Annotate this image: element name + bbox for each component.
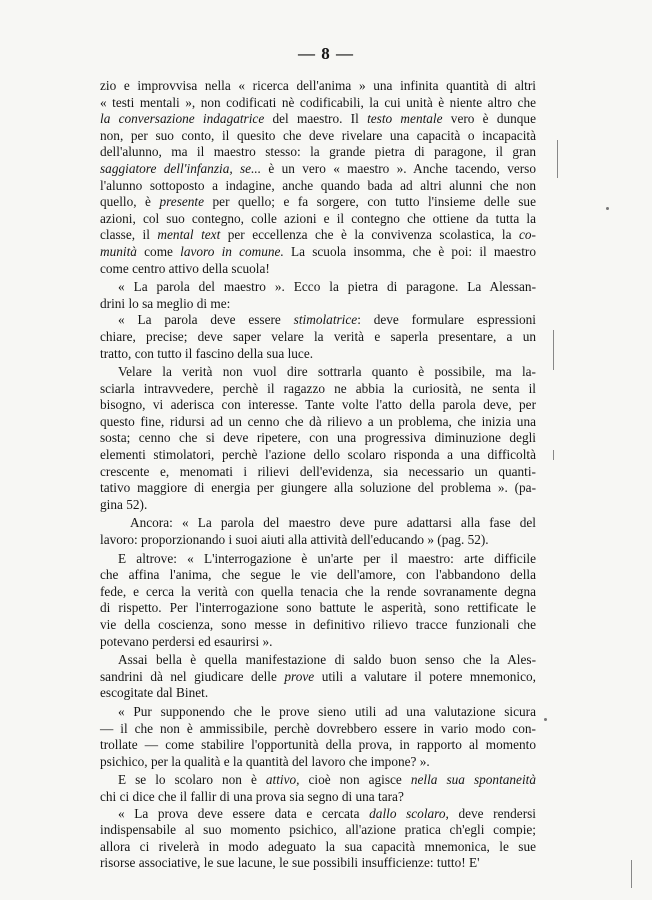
text-line — [100, 704, 536, 721]
text-line — [100, 806, 536, 823]
text-span: utili a valutare il potere mnemonico, — [314, 668, 537, 684]
text-line — [100, 617, 536, 634]
margin-mark — [553, 330, 554, 370]
text-span: chiare, precise; deve saper velare la verità e saperla presentare, a un — [100, 328, 536, 344]
text-span: per eccellenza che è la convivenza scolastica, la — [220, 227, 519, 243]
text-line — [100, 414, 536, 431]
italic-span: prove — [284, 668, 315, 684]
text-line — [100, 685, 536, 702]
text-line — [100, 244, 536, 261]
text-span: allora ci rivelerà in modo adeguato la sua capacità mnemonica, le sue — [100, 838, 536, 854]
text-span: del maestro. Il — [264, 111, 368, 127]
text-span: questo fine, ridursi ad un cenno che dà rilievo a un problema, che inizia una — [100, 413, 536, 429]
text-span: E se lo scolaro non è — [118, 772, 266, 788]
text-line — [100, 296, 536, 313]
text-line — [100, 634, 536, 651]
text-span: indispensabile al suo momento psichico, all'azione pratica ch'egli compie; — [100, 822, 536, 838]
text-line — [100, 669, 536, 686]
text-line — [100, 397, 536, 414]
text-span: sciarla intravvedere, perchè il ragazzo ne abbia la curiosità, ne senta il — [100, 380, 536, 396]
text-line — [100, 772, 536, 789]
text-line — [100, 839, 536, 856]
text-line — [100, 161, 536, 178]
text-line — [100, 515, 536, 532]
text-span: — il che non è ammissibile, perchè dovrebbero essere in vario modo con- — [100, 720, 536, 736]
italic-span: saggiatore dell'infanzia, se... — [100, 160, 262, 176]
margin-mark — [553, 450, 554, 460]
text-span: chi ci dice che il fallir di una prova sia segno di una tara? — [100, 788, 404, 804]
text-line — [100, 447, 536, 464]
page-number: — 8 — — [298, 44, 354, 63]
text-line — [100, 261, 536, 278]
text-line — [100, 464, 536, 481]
text-span: : deve formulare espressioni — [357, 312, 536, 328]
italic-span: lavoro in comune. — [180, 243, 284, 259]
text-line — [100, 211, 536, 228]
italic-span: attivo, — [265, 772, 300, 788]
text-span: Velare la verità non vuol dire sottrarla quanto è possibile, ma la- — [118, 364, 536, 380]
italic-span: mental text — [157, 227, 221, 243]
text-line — [100, 95, 536, 112]
text-line — [100, 128, 536, 145]
text-line — [100, 381, 536, 398]
text-line — [100, 721, 536, 738]
text-line — [100, 532, 536, 549]
text-line — [100, 584, 536, 601]
text-line — [100, 497, 536, 514]
text-span: azioni, col suo contegno, colle azioni e il contegno che ottiene da tutta la — [100, 210, 536, 226]
italic-span: testo mentale — [367, 111, 443, 127]
text-span: Ancora: « La parola del maestro deve pure adattarsi alla fase del — [130, 515, 536, 531]
text-span: bisogno, vi aderisca con interesse. Tante volte l'atto della parola deve, per — [100, 397, 536, 413]
text-span: classe, il — [100, 227, 158, 243]
text-span: « La parola deve essere — [118, 312, 294, 328]
text-span: non, per suo conto, il quesito che deve rivelare una capacità o incapacità — [100, 127, 536, 143]
italic-span: la conversazione indagatrice — [100, 111, 265, 127]
text-span: l'alunno sottoposto a indagine, anche quando bada ad altri alunni che non — [100, 177, 536, 193]
text-line — [100, 227, 536, 244]
body-text — [100, 78, 536, 872]
text-line — [100, 567, 536, 584]
text-span: vero è dunque — [442, 111, 536, 127]
text-line — [100, 111, 536, 128]
text-line — [100, 430, 536, 447]
text-span: E altrove: « L'interrogazione è un'arte per il maestro: arte difficile — [118, 550, 536, 566]
text-span: tativo maggiore di energia per giungere alla soluzione del problema ». (pa- — [100, 480, 536, 496]
text-span: risorse associative, le sue lacune, le sue possibili insufficienze: tutto! E' — [100, 855, 480, 871]
margin-mark — [557, 140, 558, 178]
text-line — [100, 178, 536, 195]
text-span: « testi mentali », non codificati nè codificabili, la cui unità è niente altro che — [100, 94, 536, 110]
text-span: come centro attivo della scuola! — [100, 260, 270, 276]
text-span: dell'alunno, ma il maestro stesso: la grande pietra di paragone, il gran — [100, 144, 536, 160]
text-span: sandrini dà nel giudicare delle — [100, 668, 285, 684]
text-line — [100, 855, 536, 872]
text-span: fede, e cerca la verità con quella tenacia che la rende sovranamente degna — [100, 583, 536, 599]
text-line — [100, 551, 536, 568]
text-line — [100, 312, 536, 329]
italic-span: stimolatrice — [293, 312, 358, 328]
text-line — [100, 652, 536, 669]
text-line — [100, 754, 536, 771]
text-span: crescente e, menomati i rilievi dell'evidenza, sia necessario un quanti- — [100, 463, 536, 479]
text-span: quello, è — [100, 194, 160, 210]
text-span: tratto, con tutto il fascino della sua luce. — [100, 345, 314, 361]
text-span: cioè non agisce — [299, 772, 411, 788]
text-span: drini lo sa meglio di me: — [100, 295, 231, 311]
text-span: zio e improvvisa nella « ricerca dell'anima » una infinita quantità di altri — [100, 78, 536, 93]
text-span: « Pur supponendo che le prove sieno utili ad una valutazione sicura — [118, 703, 536, 719]
italic-span: munità — [100, 243, 137, 259]
text-span: di rispetto. Per l'interrogazione sono battute le asperità, sono rettificate le — [100, 600, 536, 616]
text-span: come — [136, 243, 181, 259]
text-line — [100, 789, 536, 806]
text-span: deve rendersi — [448, 805, 537, 821]
text-line — [100, 600, 536, 617]
text-line — [100, 737, 536, 754]
text-span: Assai bella è quella manifestazione di saldo buon senso che la Ales- — [118, 652, 536, 668]
italic-span: presente — [159, 194, 205, 210]
text-line — [100, 364, 536, 381]
text-line — [100, 78, 536, 95]
text-span: potevano perdersi ed esaurirsi ». — [100, 633, 273, 649]
text-span: elementi stimolatori, perchè l'azione dello scolaro risponda a una difficoltà — [100, 447, 536, 463]
speck — [606, 207, 609, 210]
text-span: psichico, per la qualità e la quantità del lavoro che impone? ». — [100, 753, 430, 769]
text-span: sosta; cenno che si deve ripetere, con una progressiva diminuzione degli — [100, 430, 536, 446]
text-line — [100, 194, 536, 211]
italic-span: co- — [519, 227, 536, 243]
text-line — [100, 279, 536, 296]
margin-mark — [631, 860, 632, 888]
text-span: è un vero « maestro ». Anche tacendo, verso — [261, 160, 536, 176]
text-line — [100, 329, 536, 346]
text-line — [100, 480, 536, 497]
text-span: trollate — come stabilire l'opportunità della prova, in rapporto al momento — [100, 737, 536, 753]
speck — [544, 718, 547, 721]
text-line — [100, 144, 536, 161]
text-span: che affina l'anima, che segue le vie dell'amore, con l'abbandono della — [100, 567, 536, 583]
text-span: lavoro: proporzionando i suoi aiuti alla attività dell'educando » (pag. 52). — [100, 532, 489, 548]
text-span: vie della coscienza, sono messe in definitivo rilievo tracce funzionali che — [100, 617, 536, 632]
text-span: « La parola del maestro ». Ecco la pietra di paragone. La Alessan- — [118, 279, 536, 295]
text-span: gina 52). — [100, 496, 148, 512]
text-span: per quello; e fa sorgere, con tutto l'insieme delle sue — [204, 194, 536, 210]
text-span: La scuola insomma, che è poi: il maestro — [283, 243, 537, 259]
italic-span: dallo scolaro, — [369, 805, 449, 821]
text-line — [100, 346, 536, 363]
text-line — [100, 822, 536, 839]
text-span: escogitate dal Binet. — [100, 685, 209, 701]
italic-span: nella sua spontaneità — [410, 772, 536, 788]
text-span: « La prova deve essere data e cercata — [118, 805, 370, 821]
